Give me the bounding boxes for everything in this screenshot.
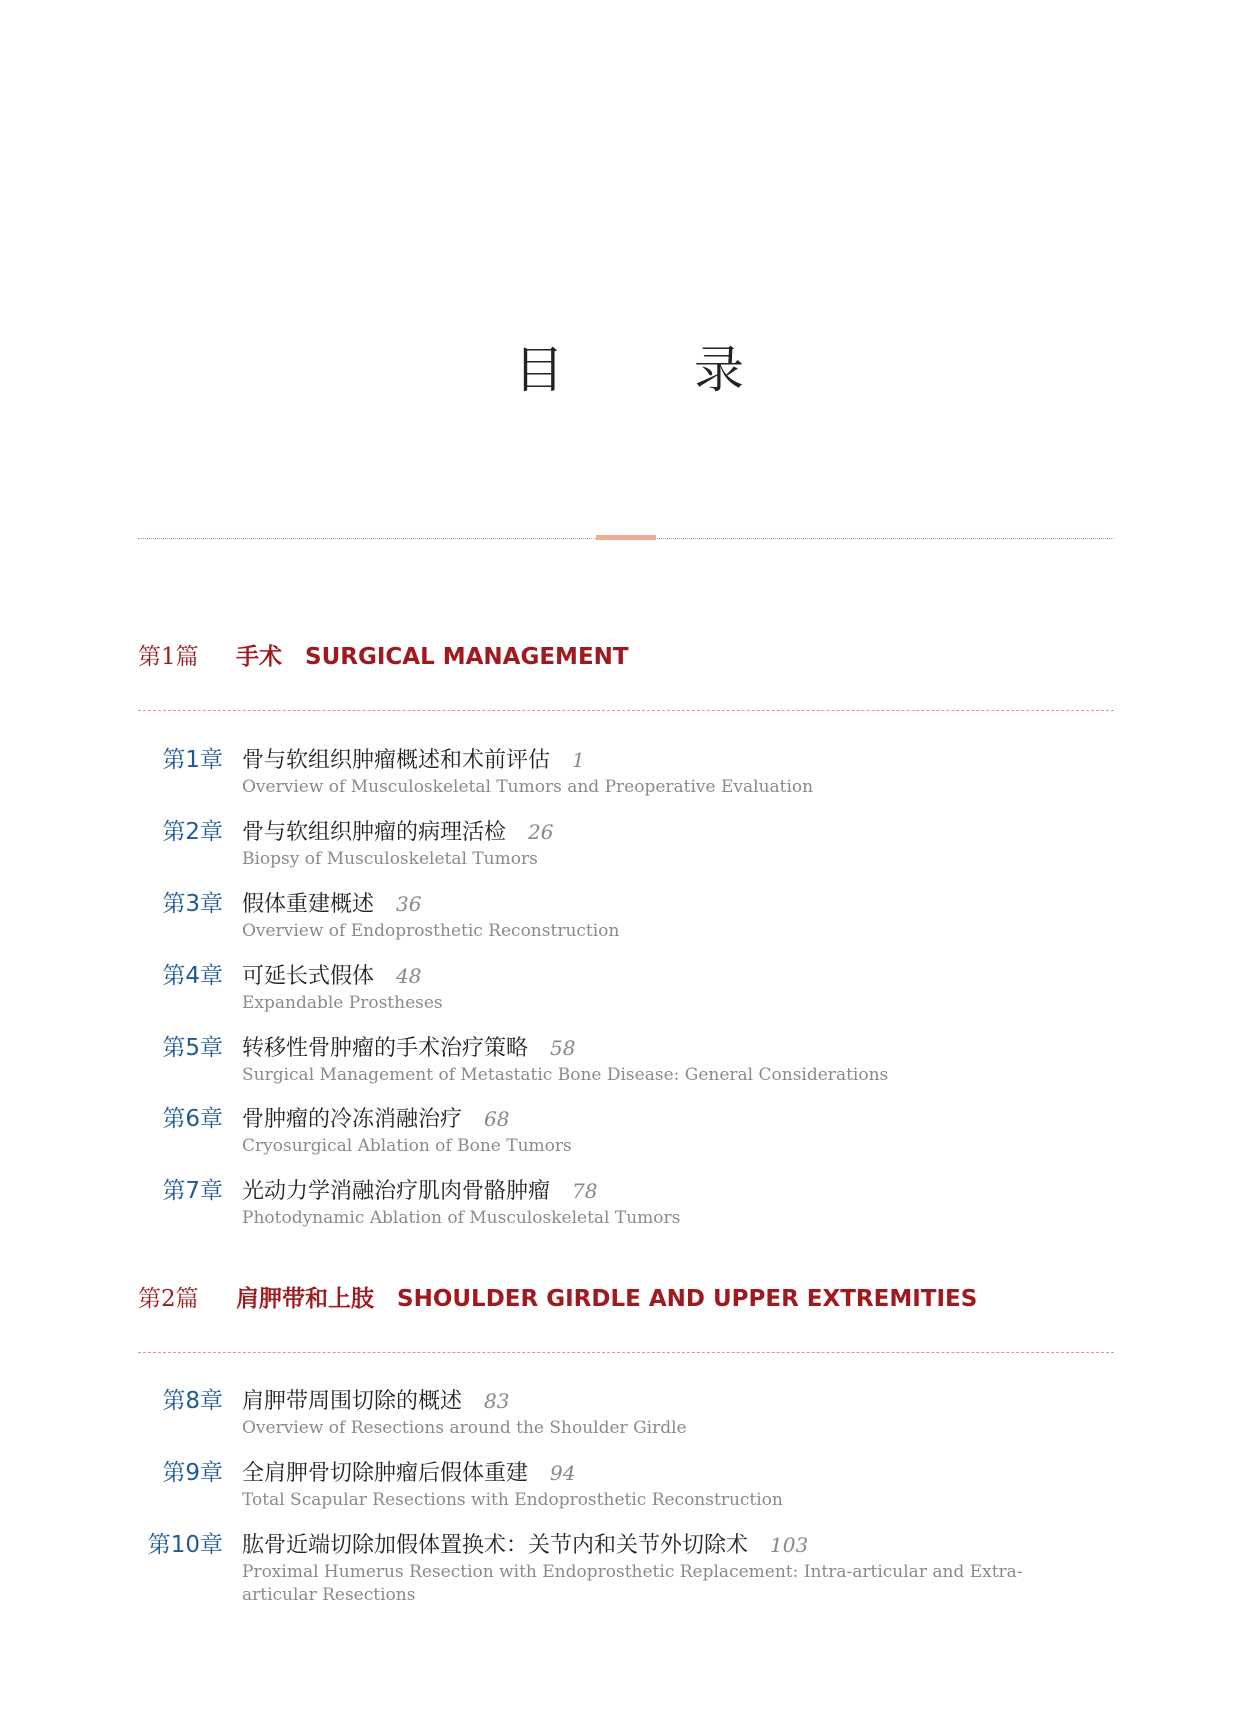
part-divider [138,1352,1114,1353]
chapter-title-en: Expandable Prostheses [242,993,443,1013]
chapter-title-cn: 全肩胛骨切除肿瘤后假体重建 94 [242,1461,576,1486]
chapter-page: 83 [484,1389,510,1413]
chapter-title-cn: 骨肿瘤的冷冻消融治疗 68 [242,1107,510,1132]
chapter-title-en: Total Scapular Resections with Endoprosthetic Reconstruction [242,1490,783,1510]
chapter-title-en: Biopsy of Musculoskeletal Tumors [242,849,538,869]
part-number: 第2篇 [138,1286,199,1312]
chapter-entry[interactable] [0,1530,1258,1605]
part-number: 第1篇 [138,644,199,670]
page-title: 目 录 [514,341,784,399]
chapter-number: 第9章 [162,1460,223,1486]
chapter-entry[interactable] [0,889,1258,953]
chapter-number: 第7章 [162,1178,223,1204]
title-divider-accent [596,535,656,540]
chapter-entry[interactable] [0,961,1258,1025]
chapter-title-en: Overview of Musculoskeletal Tumors and Preoperative Evaluation [242,777,814,797]
chapter-title-en: Photodynamic Ablation of Musculoskeletal Tumors [242,1208,681,1228]
chapter-title-en: Overview of Resections around the Shoulder Girdle [242,1418,687,1438]
chapter-title-en: Surgical Management of Metastatic Bone Disease: General Considerations [242,1065,889,1085]
chapter-title-cn: 肩胛带周围切除的概述 83 [242,1389,510,1414]
chapter-number: 第3章 [162,891,223,917]
chapter-title-cn: 假体重建概述 36 [242,892,422,917]
part-title: 肩胛带和上肢 SHOULDER GIRDLE AND UPPER EXTREMITIES [236,1286,978,1312]
chapter-number: 第1章 [162,747,223,773]
part-divider [138,710,1114,711]
part-title: 手术 SURGICAL MANAGEMENT [236,644,629,670]
chapter-page: 58 [550,1036,576,1060]
chapter-entry[interactable] [0,1033,1258,1097]
chapter-page: 103 [770,1533,809,1557]
chapter-title-en: Cryosurgical Ablation of Bone Tumors [242,1136,572,1156]
chapter-page: 78 [572,1179,598,1203]
chapter-page: 68 [484,1107,510,1131]
chapter-page: 36 [396,892,422,916]
chapter-entry[interactable] [0,1104,1258,1168]
chapter-title-cn: 肱骨近端切除加假体置换术：关节内和关节外切除术 103 [242,1533,809,1558]
chapter-number: 第8章 [162,1388,223,1414]
chapter-page: 94 [550,1461,576,1485]
chapter-entry[interactable] [0,1458,1258,1522]
chapter-title-en: Proximal Humerus Resection with Endoprosthetic Replacement: Intra-articular and Extra-articular Resections [242,1562,1023,1605]
chapter-entry[interactable] [0,1386,1258,1450]
chapter-title-en: Overview of Endoprosthetic Reconstruction [242,921,620,941]
chapter-title-cn: 骨与软组织肿瘤的病理活检 26 [242,820,554,845]
chapter-entry[interactable] [0,1176,1258,1240]
chapter-title-cn: 骨与软组织肿瘤概述和术前评估 1 [242,748,585,773]
chapter-number: 第6章 [162,1106,223,1132]
chapter-entry[interactable] [0,745,1258,809]
part-heading [138,1272,1114,1312]
chapter-title-cn: 转移性骨肿瘤的手术治疗策略 58 [242,1036,576,1061]
chapter-number: 第2章 [162,819,223,845]
part-heading [138,630,1114,670]
chapter-page: 26 [528,820,554,844]
chapter-title-cn: 光动力学消融治疗肌肉骨骼肿瘤 78 [242,1179,598,1204]
chapter-number: 第4章 [162,963,223,989]
chapter-entry[interactable] [0,817,1258,881]
chapter-page: 48 [396,964,422,988]
chapter-page: 1 [572,748,585,772]
chapter-number: 第10章 [147,1532,223,1558]
chapter-title-cn: 可延长式假体 48 [242,964,422,989]
chapter-number: 第5章 [162,1035,223,1061]
